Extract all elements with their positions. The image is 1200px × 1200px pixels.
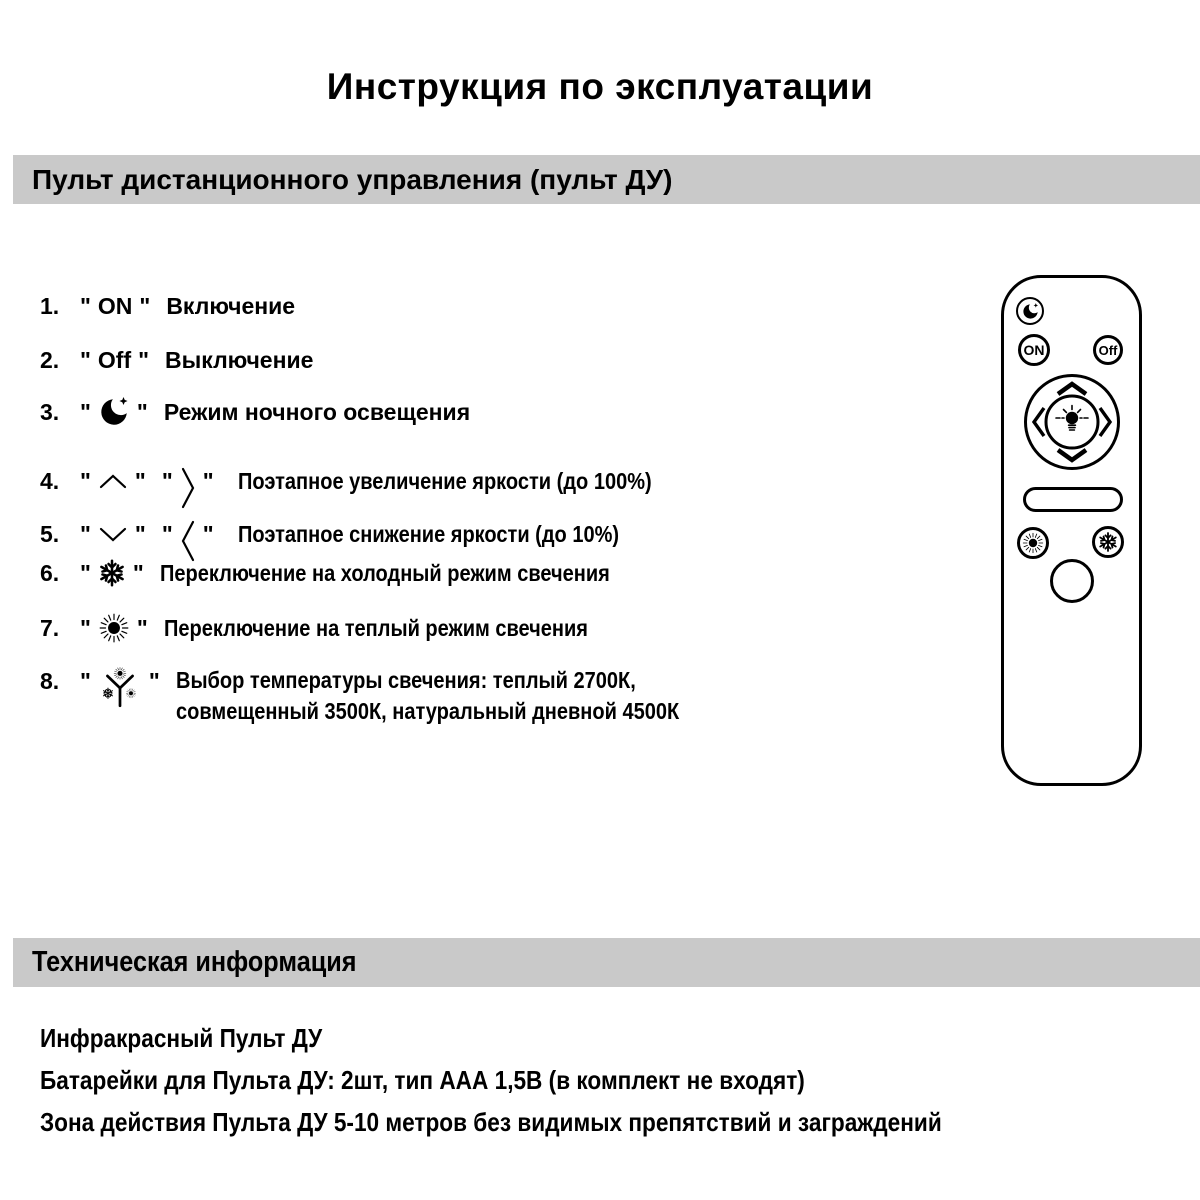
tech-info-line [40,1067,919,1094]
quote-mark: " [134,520,146,547]
chevron-up-icon [97,472,129,490]
instruction-item-off [40,347,313,374]
quote-mark: " [80,467,91,494]
brightness-left-arrow-icon [1034,408,1044,436]
item-description: Выключение [165,347,314,373]
brightness-down-arrow-icon [1058,450,1086,460]
warm-mode-button [1017,527,1049,559]
quote-mark: " [80,614,91,641]
instruction-item-night-mode [40,395,470,429]
bulb-icon [1056,406,1088,431]
quote-mark: " [80,668,91,694]
dpad [1023,373,1121,471]
snowflake-icon [97,558,127,588]
quote-mark: " [138,347,150,373]
remote-section-header [13,155,1200,204]
temperature-select-button [1050,559,1094,603]
instruction-item-temperature-select [40,665,754,727]
item-description [176,665,754,727]
night-mode-button [1016,297,1044,325]
quote-mark: " [132,559,144,586]
on-button [1018,334,1050,366]
item-description: Поэтапное увеличение яркости (до 100%) [237,467,652,494]
warm-sun-icon [97,611,131,645]
item-number: 8. [40,668,60,694]
item-number: 7. [40,614,60,641]
quote-mark: " [139,293,151,319]
chevron-down-icon [97,525,129,543]
quote-mark: " [80,559,91,586]
tech-info-line [40,1109,1076,1136]
on-button-label: ON [1023,342,1045,358]
off-button-label: Off [1098,342,1118,358]
snowflake-icon [1097,531,1119,553]
tech-info-text: Инфракрасный Пульт ДУ [40,1023,323,1053]
quote-mark: " [161,467,173,494]
cold-mode-button [1092,526,1124,558]
item-number: 2. [40,347,60,373]
item-description-line-1: Выбор температуры свечения: теплый 2700К, [175,667,636,693]
instruction-item-brightness-down [40,504,676,564]
remote-control-illustration [1001,275,1142,786]
tech-info-text: Зона действия Пульта ДУ 5-10 метров без видимых препятствий и заграждений [40,1107,942,1137]
brightness-up-arrow-icon [1058,384,1086,394]
page-title: Инструкция по эксплуатации [326,66,874,107]
item-number: 5. [40,520,60,547]
quote-mark: " [148,668,160,694]
pill-button [1023,487,1123,512]
item-description: Переключение на холодный режим свечения [159,559,610,586]
quote-mark: " [161,520,173,547]
quote-mark: " [80,520,91,547]
item-number: 1. [40,293,60,319]
instruction-item-on [40,293,295,320]
tech-section-header [13,938,1200,987]
item-number: 3. [40,398,60,425]
off-button [1093,335,1123,365]
tech-section-heading: Техническая информация [32,946,357,978]
item-description: Поэтапное снижение яркости (до 10%) [237,520,619,547]
quote-mark: " [80,398,91,425]
item-description-line-2: совмещенный 3500К, натуральный дневной 4500К [175,698,680,724]
instruction-item-warm-mode [40,611,651,645]
quote-mark: " [80,293,91,319]
temperature-select-icon [97,666,143,710]
item-number: 6. [40,559,60,586]
crescent-moon-icon [97,395,131,429]
brightness-right-arrow-icon [1100,408,1110,436]
item-description: Режим ночного освещения [163,398,471,425]
quote-mark: " [80,347,91,373]
crescent-moon-icon [1021,302,1040,321]
instruction-item-cold-mode [40,558,677,588]
quote-mark: " [202,467,214,494]
instruction-item-brightness-up [40,451,713,511]
item-number: 4. [40,467,60,494]
on-key-label: ON [97,293,133,319]
quote-mark: " [136,614,148,641]
quote-mark: " [136,398,148,425]
item-description: Переключение на теплый режим свечения [163,614,588,641]
quote-mark: " [202,520,214,547]
remote-section-heading: Пульт дистанционного управления (пульт ДУ) [32,163,673,195]
tech-info-text: Батарейки для Пульта ДУ: 2шт, тип ААА 1,5В (в комплект не входят) [40,1065,805,1095]
quote-mark: " [134,467,146,494]
off-key-label: Off [97,347,132,373]
item-description: Включение [166,293,296,319]
warm-sun-icon [1021,531,1045,555]
tech-info-line [40,1025,364,1052]
